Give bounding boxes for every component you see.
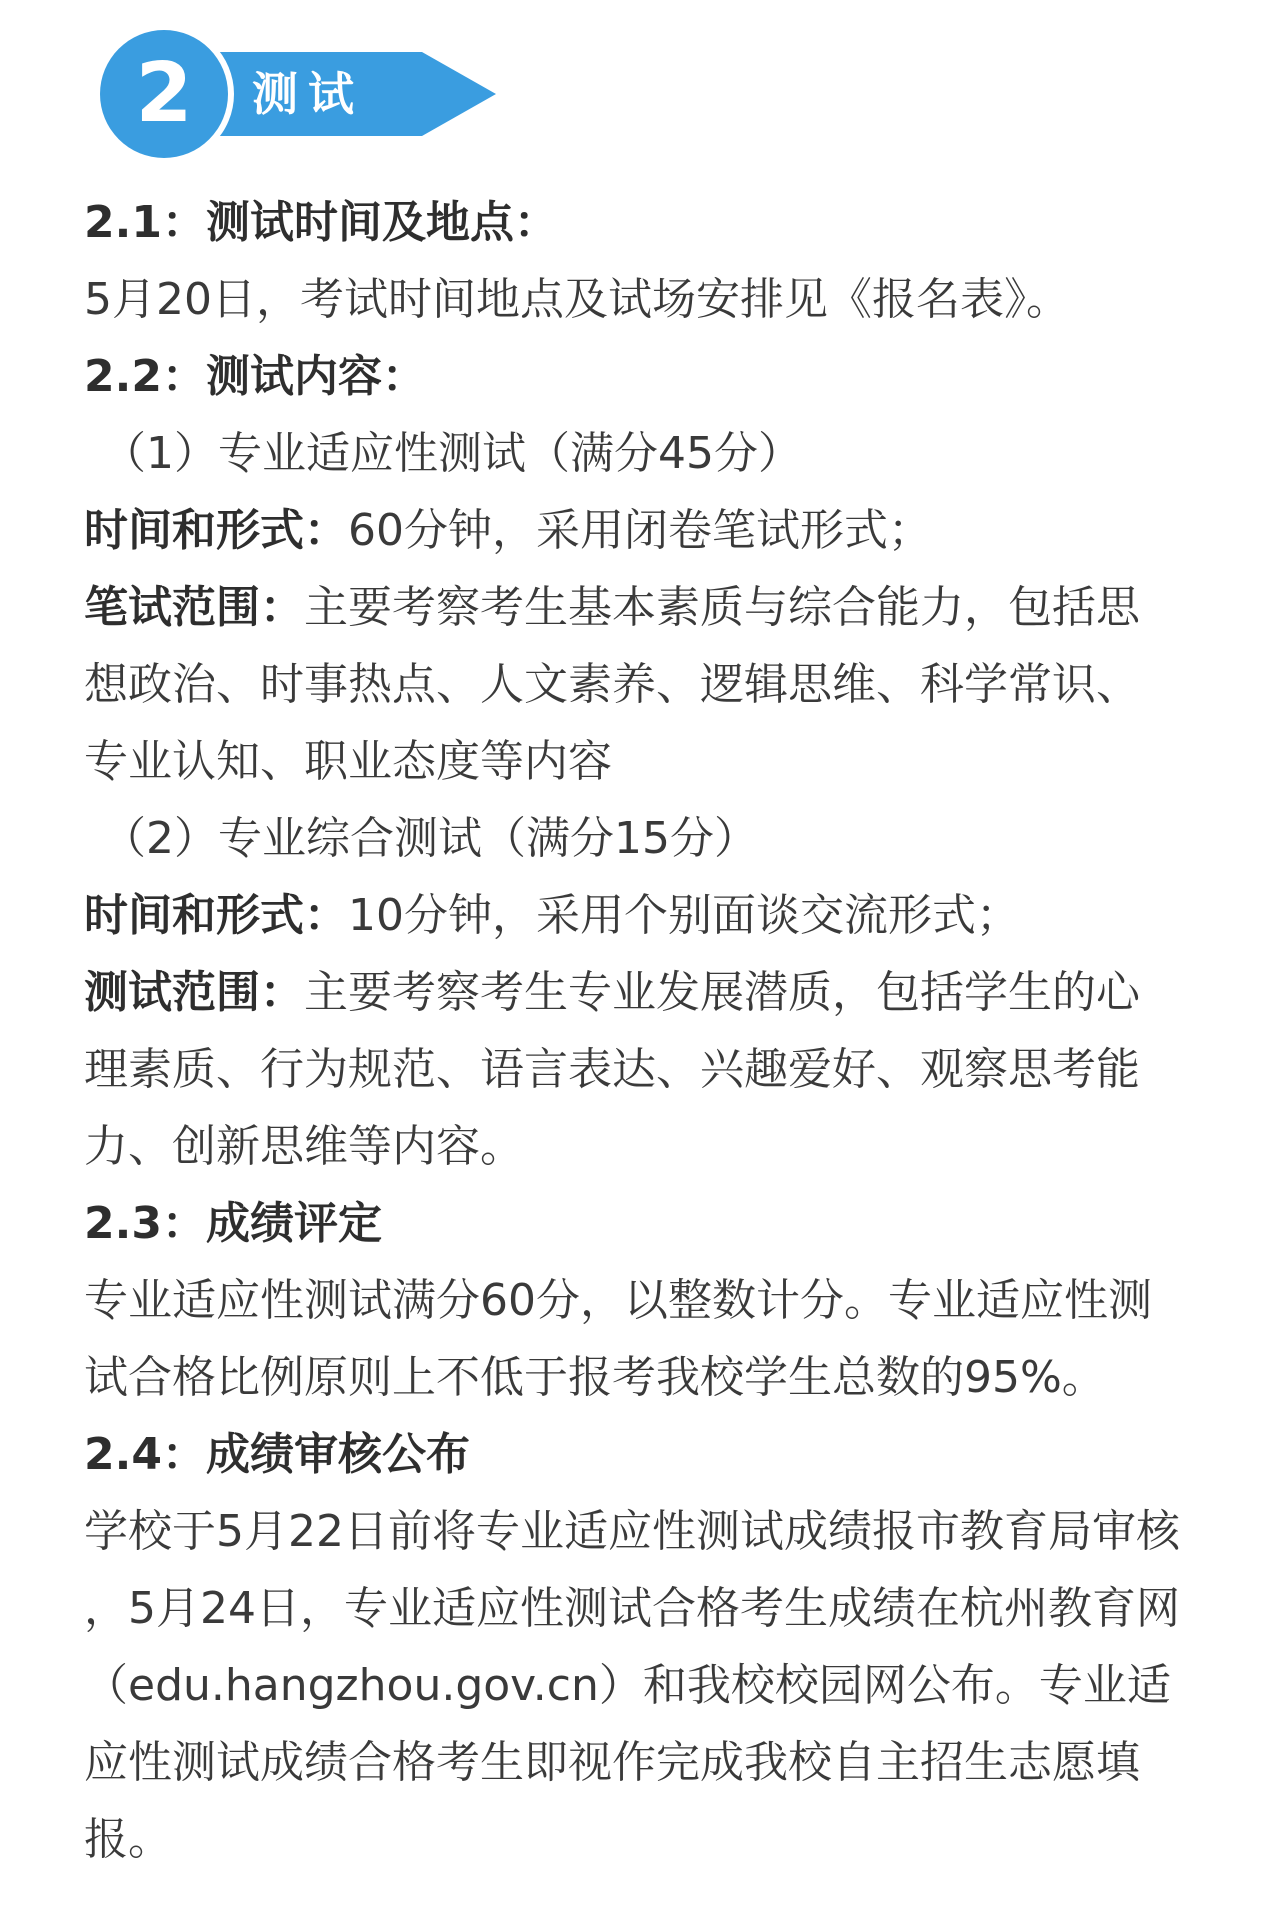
heading-2-2: 2.2：测试内容：: [84, 351, 426, 402]
item-1-scope-label: 笔试范围：: [84, 582, 304, 633]
item-1-scope-line-3: 专业认知、职业态度等内容: [84, 736, 612, 787]
text-2-4-line-2: ，5月24日，专业适应性测试合格考生成绩在杭州教育网: [84, 1583, 1180, 1634]
item-2-title: （2）专业综合测试（满分15分）: [102, 813, 758, 864]
badge-title: 测试: [252, 67, 364, 121]
text-2-1: 5月20日，考试时间地点及试场安排见《报名表》。: [84, 274, 1070, 325]
item-1-scope-line-1: 主要考察考生基本素质与综合能力，包括思: [304, 582, 1140, 633]
heading-2-4: 2.4：成绩审核公布: [84, 1429, 470, 1480]
item-2-format-text: 10分钟，采用个别面谈交流形式；: [348, 890, 1020, 941]
item-1-scope: [84, 569, 1204, 646]
item-1-scope-line-2: 想政治、时事热点、人文素养、逻辑思维、科学常识、: [84, 659, 1140, 710]
text-2-4-line-5: 报。: [84, 1814, 172, 1865]
item-1-format-label: 时间和形式：: [84, 505, 348, 556]
text-2-4-line-1: 学校于5月22日前将专业适应性测试成绩报市教育局审核: [84, 1506, 1180, 1557]
heading-2-1: 2.1：测试时间及地点：: [84, 197, 558, 248]
item-2-scope-line-3: 力、创新思维等内容。: [84, 1121, 524, 1172]
text-2-3-line-1: 专业适应性测试满分60分，以整数计分。专业适应性测: [84, 1275, 1152, 1326]
item-1-format-text: 60分钟，采用闭卷笔试形式；: [348, 505, 932, 556]
text-2-4-line-4: 应性测试成绩合格考生即视作完成我校自主招生志愿填: [84, 1737, 1140, 1788]
item-2-format-label: 时间和形式：: [84, 890, 348, 941]
item-1-title: （1）专业适应性测试（满分45分）: [102, 428, 802, 479]
text-2-4-line-3: （edu.hangzhou.gov.cn）和我校校园网公布。专业适: [84, 1660, 1171, 1711]
item-2-scope-line-2: 理素质、行为规范、语言表达、兴趣爱好、观察思考能: [84, 1044, 1140, 1095]
item-2-scope-label: 测试范围：: [84, 967, 304, 1018]
section-badge: [100, 30, 500, 160]
item-2-scope: [84, 954, 1204, 1031]
badge-number: 2: [135, 46, 193, 141]
item-2-format: [84, 877, 1204, 954]
document-body: [84, 184, 1204, 1878]
item-2-scope-line-1: 主要考察考生专业发展潜质，包括学生的心: [304, 967, 1140, 1018]
item-1-format: [84, 492, 1204, 569]
text-2-3-line-2: 试合格比例原则上不低于报考我校学生总数的95%。: [84, 1352, 1106, 1403]
heading-2-3: 2.3：成绩评定: [84, 1198, 382, 1249]
